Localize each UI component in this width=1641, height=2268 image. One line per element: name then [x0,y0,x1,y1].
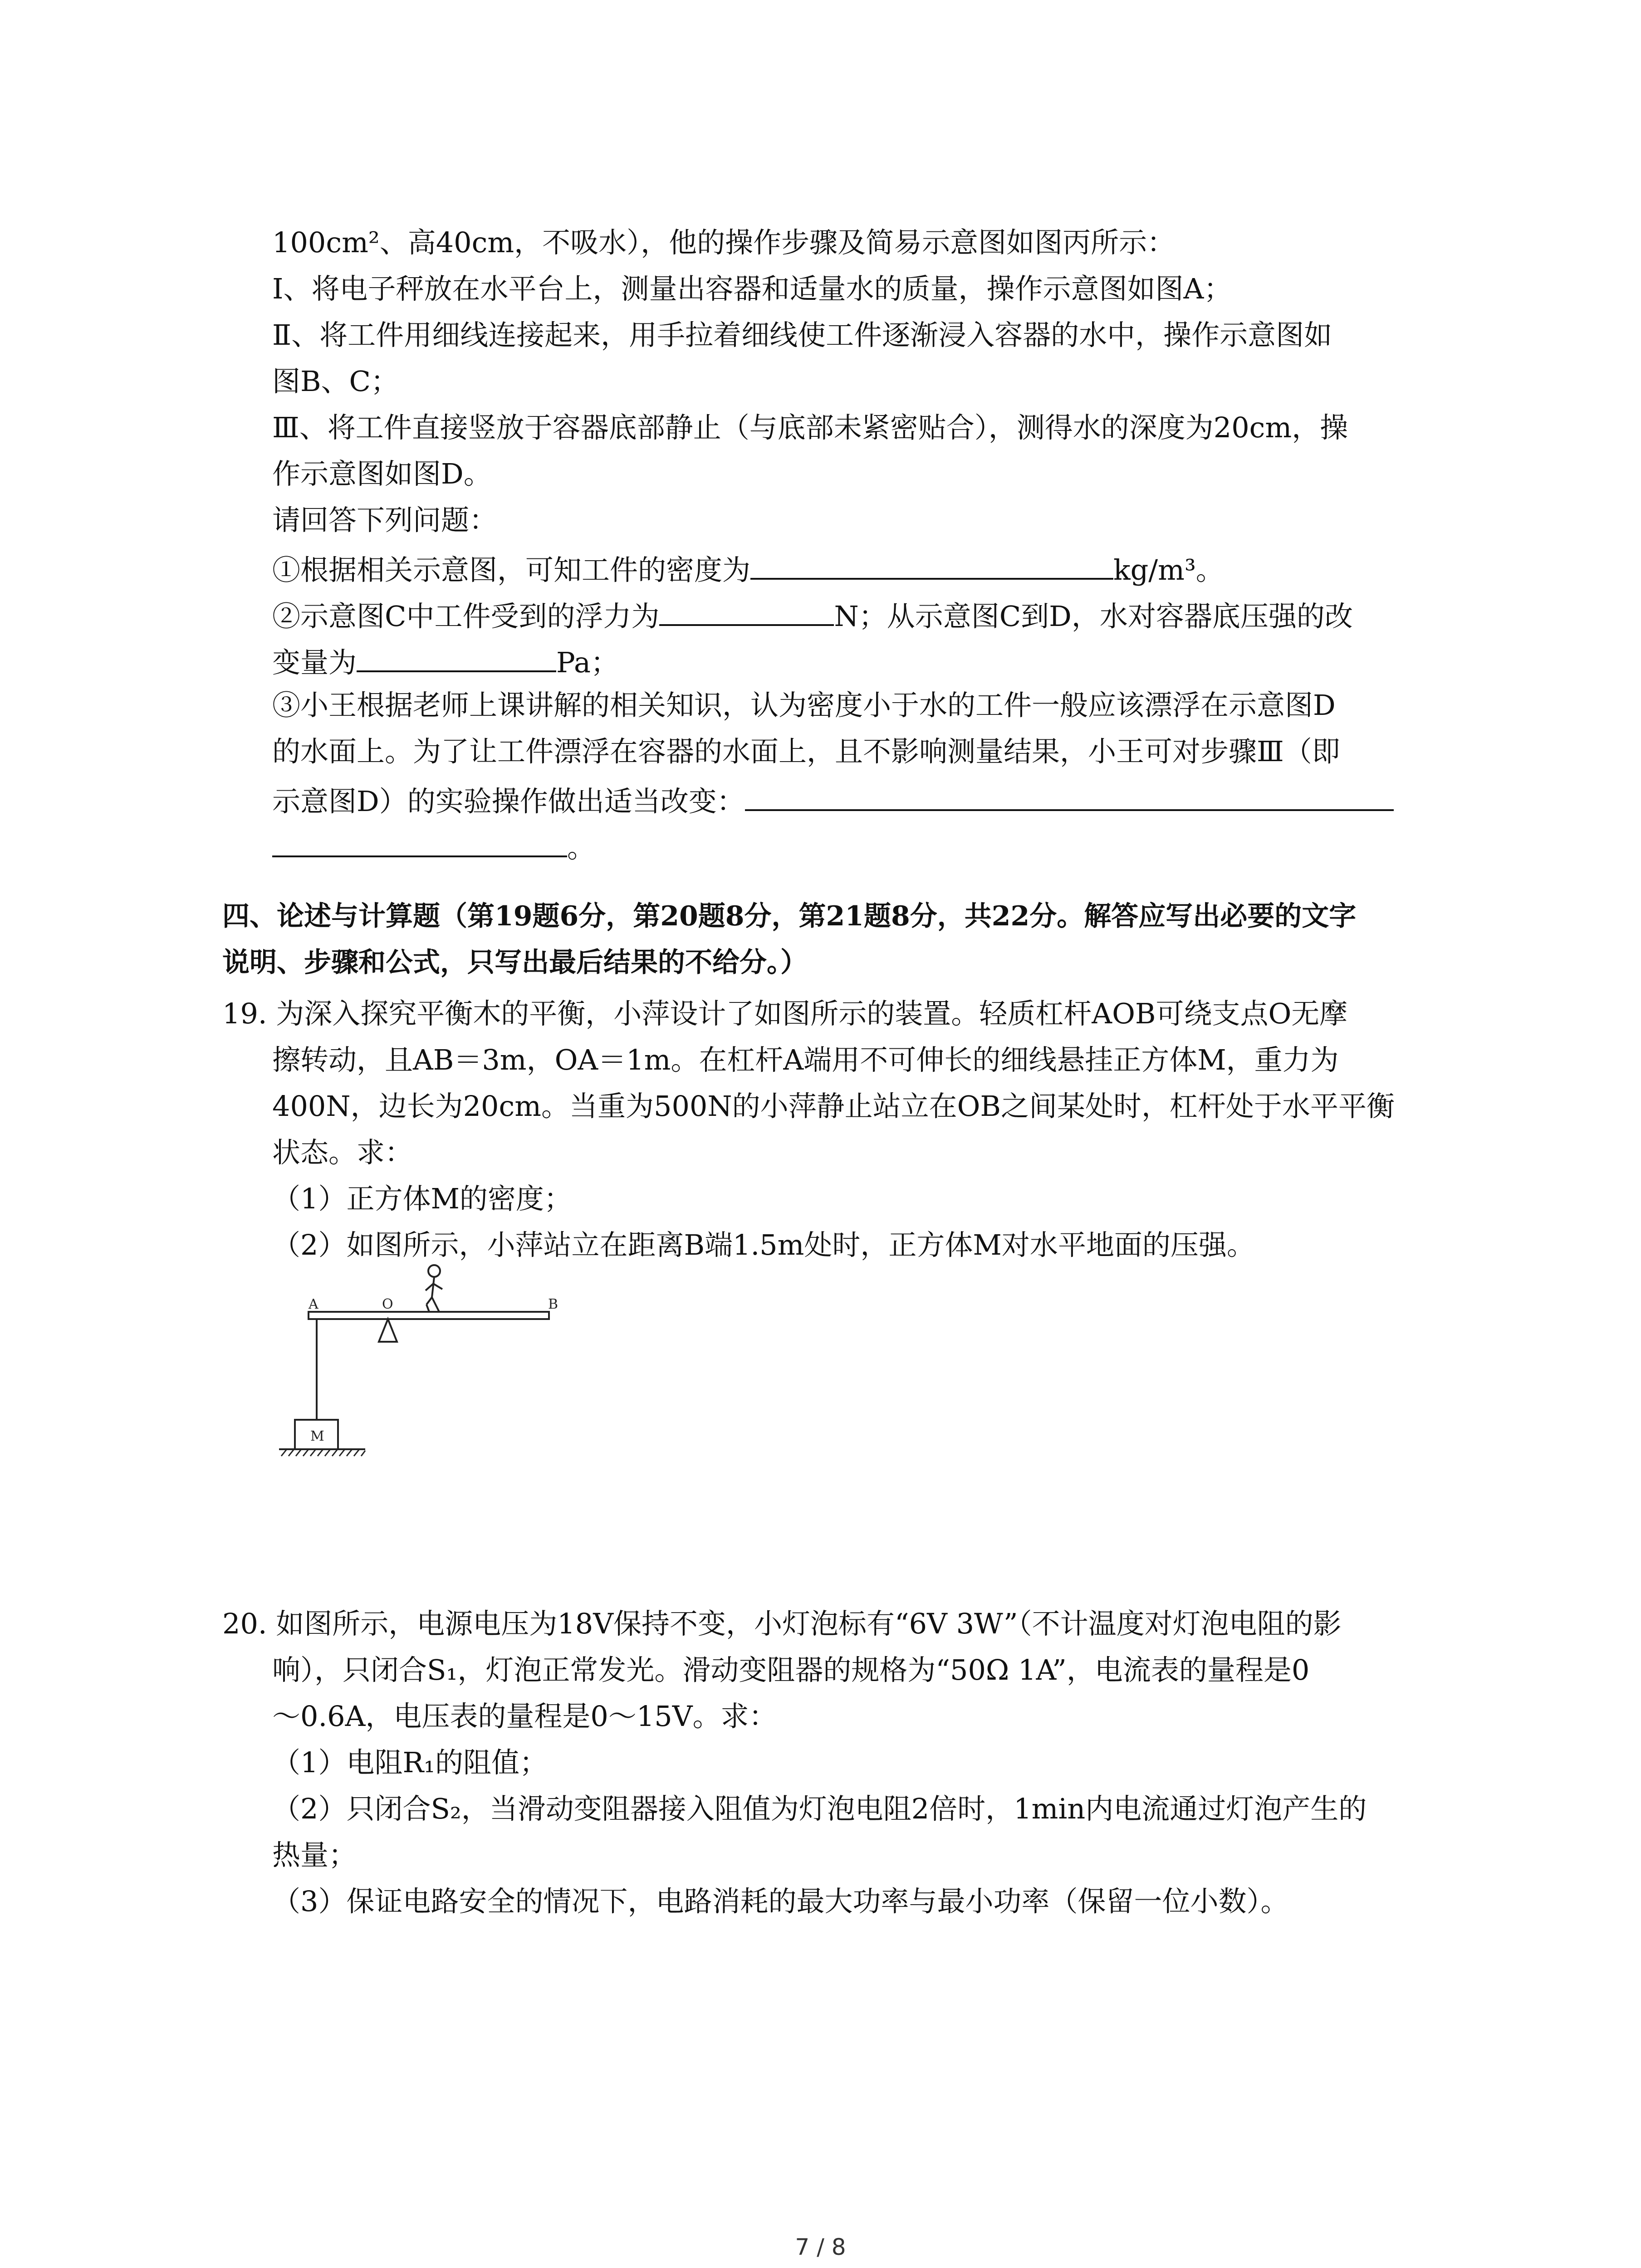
label-a: A [309,1296,318,1312]
period: 。 [567,831,596,864]
question-20: 20. 如图所示，电源电压为18V保持不变，小灯泡标有“6V 3W”（不计温度对灯泡电阻的影 [222,1607,1342,1640]
answer-blank[interactable] [272,824,567,857]
question-19-part-2: （2）如图所示，小萍站立在距离B端1.5m处时，正方体M对水平地面的压强。 [272,1228,1255,1261]
question-20-part-2: （2）只闭合S₂，当滑动变阻器接入阻值为灯泡电阻2倍时，1min内电流通过灯泡产生的 [272,1792,1367,1825]
question-20-cont: 响），只闭合S₁，灯泡正常发光。滑动变阻器的规格为“50Ω 1A”，电流表的量程是0 [272,1653,1310,1686]
step-2: Ⅱ、将工件用细线连接起来，用手拉着细线使工件逐渐浸入容器的水中，操作示意图如 [272,318,1332,352]
question-19-cont: 擦转动，且AB＝3m，OA＝1m。在杠杆A端用不可伸长的细线悬挂正方体M，重力为 [272,1043,1339,1076]
section-heading: 四、论述与计算题（第19题6分，第20题8分，第21题8分，共22分。解答应写出必要的文字 [222,900,1357,932]
question-20-part-1: （1）电阻R₁的阻值； [272,1746,548,1779]
sub-question-2-cont [272,639,619,683]
sub-question-2-rest: N；从示意图C到D，水对容器底压强的改 [834,600,1353,633]
sub-question-3-end [272,824,595,868]
question-19-cont: 状态。求： [272,1136,413,1169]
step-2-cont: 图B、C； [272,365,399,398]
question-20-part-2-cont: 热量； [272,1838,357,1872]
answer-blank[interactable] [745,777,1394,811]
question-19: 19. 为深入探究平衡木的平衡，小萍设计了如图所示的装置。轻质杠杆AOB可绕支点O无摩 [222,997,1348,1030]
answer-blank[interactable] [659,592,834,626]
unit-text: kg/m³。 [1113,553,1224,587]
step-3-cont: 作示意图如图D。 [272,457,492,490]
question-20-part-3: （3）保证电路安全的情况下，电路消耗的最大功率与最小功率（保留一位小数）。 [272,1885,1289,1918]
answer-blank[interactable] [357,639,556,672]
label-o: O [382,1296,393,1312]
step-1: Ⅰ、将电子秤放在水平台上，测量出容器和适量水的质量，操作示意图如图A； [272,272,1232,305]
lever-diagram [272,1261,581,1470]
person-icon [426,1265,442,1312]
unit-text: Pa； [556,646,619,679]
label-m: M [310,1428,324,1444]
sub-question-3-cont [272,777,1394,822]
answer-blank[interactable] [750,546,1113,580]
text-line: 100cm²、高40cm，不吸水），他的操作步骤及简易示意图如图丙所示： [272,226,1176,259]
lever-beam [309,1312,549,1319]
sub-question-3-text: 示意图D）的实验操作做出适当改变： [272,785,745,818]
question-20-cont: ～0.6A，电压表的量程是0～15V。求： [272,1700,777,1733]
sub-question-3: ③小王根据老师上课讲解的相关知识，认为密度小于水的工件一般应该漂浮在示意图D [272,689,1336,722]
sub-question-3-cont: 的水面上。为了让工件漂浮在容器的水面上，且不影响测量结果，小王可对步骤Ⅲ（即 [272,735,1340,768]
sub-question-1-text: ①根据相关示意图，可知工件的密度为 [272,553,751,587]
sub-question-2-cont-text: 变量为 [272,646,357,679]
sub-question-2-text: ②示意图C中工件受到的浮力为 [272,600,660,633]
question-19-cont: 400N，边长为20cm。当重为500N的小萍静止站立在OB之间某处时，杠杆处于水平平衡 [272,1090,1395,1123]
sub-question-1 [272,546,1224,591]
ground-hatch [281,1449,365,1456]
question-19-part-1: （1）正方体M的密度； [272,1182,572,1215]
section-heading-cont: 说明、步骤和公式，只写出最后结果的不给分。） [222,947,808,978]
label-b: B [548,1296,558,1312]
fulcrum-icon [379,1319,397,1342]
page-number: 7 / 8 [795,2234,846,2260]
question-prompt: 请回答下列问题： [272,503,498,537]
step-3: Ⅲ、将工件直接竖放于容器底部静止（与底部未紧密贴合），测得水的深度为20cm，操 [272,411,1348,444]
sub-question-2 [272,592,1353,637]
